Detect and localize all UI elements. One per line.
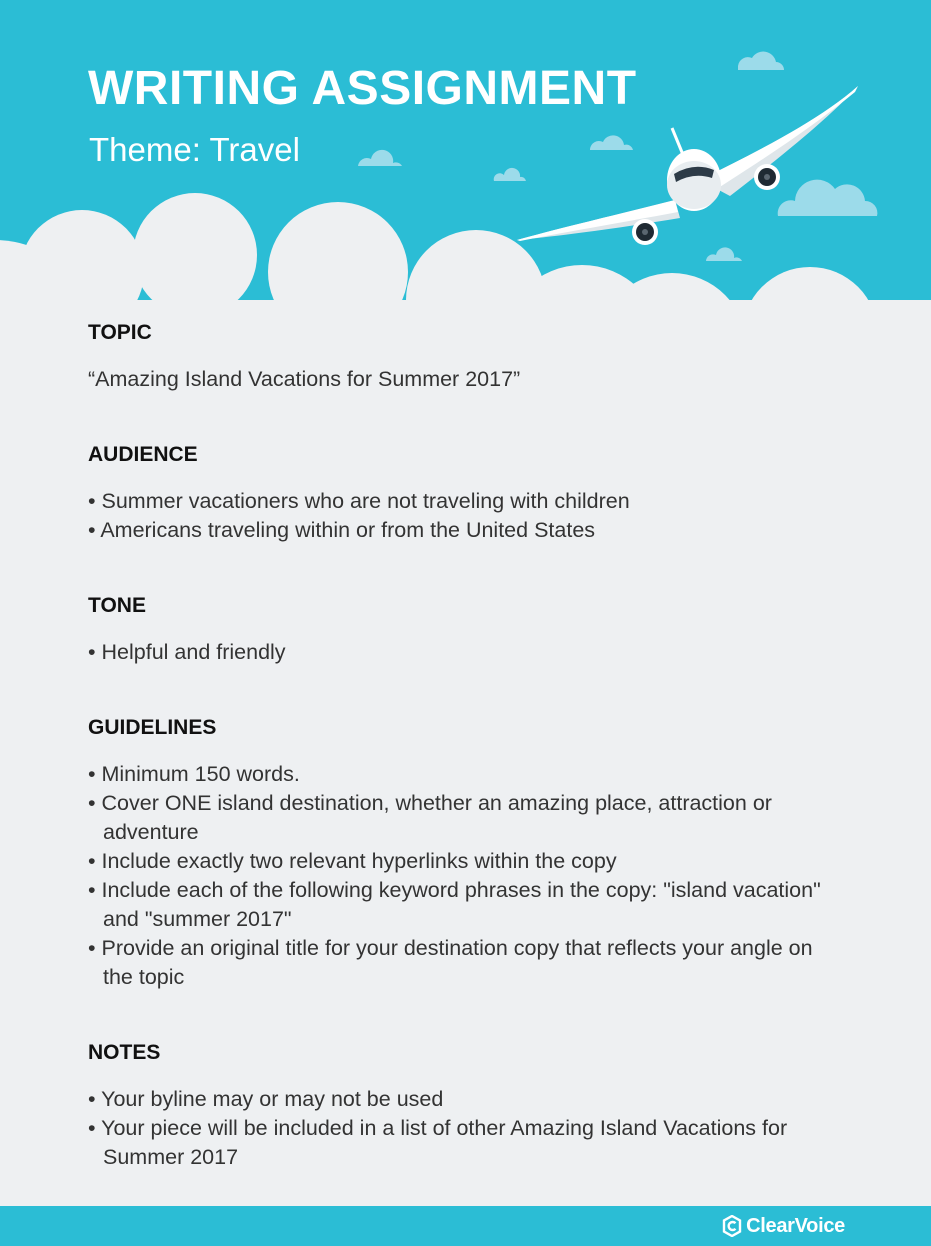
assignment-content xyxy=(88,318,848,1172)
list-item: “Amazing Island Vacations for Summer 2017” xyxy=(88,367,521,391)
section-heading: AUDIENCE xyxy=(88,443,198,466)
list-item: • Americans traveling within or from the United States xyxy=(88,518,596,542)
list-item: • Your piece will be included in a list of other Amazing Island Vacations for Summer 2017 xyxy=(88,1116,788,1169)
section-body xyxy=(88,760,848,992)
section-guidelines xyxy=(88,713,848,992)
list-item: • Summer vacationers who are not traveling with children xyxy=(88,489,630,513)
list-item: • Include each of the following keyword phrases in the copy: "island vacation" and "summer 2017" xyxy=(88,878,821,931)
section-audience xyxy=(88,440,848,545)
clearvoice-logo[interactable] xyxy=(722,1213,845,1239)
section-body xyxy=(88,1085,848,1172)
section-body xyxy=(88,638,848,667)
section-notes xyxy=(88,1038,848,1172)
list-item: • Minimum 150 words. xyxy=(88,762,300,786)
clearvoice-logo-icon xyxy=(722,1215,742,1237)
list-item: • Your byline may or may not be used xyxy=(88,1087,444,1111)
list-item: • Helpful and friendly xyxy=(88,640,286,664)
list-item: • Cover ONE island destination, whether an amazing place, attraction or adventure xyxy=(88,791,772,844)
section-heading: NOTES xyxy=(88,1041,161,1064)
list-item: • Include exactly two relevant hyperlinks within the copy xyxy=(88,849,617,873)
page-title: WRITING ASSIGNMENT xyxy=(88,62,637,115)
section-topic xyxy=(88,318,848,394)
section-body xyxy=(88,365,848,394)
section-heading: TONE xyxy=(88,594,146,617)
page-subtitle: Theme: Travel xyxy=(89,131,300,168)
list-item: • Provide an original title for your destination copy that reflects your angle on the topic xyxy=(88,936,813,989)
section-body xyxy=(88,487,848,545)
section-heading: TOPIC xyxy=(88,321,152,344)
footer-bar xyxy=(0,1206,931,1246)
section-tone xyxy=(88,591,848,667)
section-heading: GUIDELINES xyxy=(88,716,217,739)
logo-text: ClearVoice xyxy=(746,1214,845,1237)
